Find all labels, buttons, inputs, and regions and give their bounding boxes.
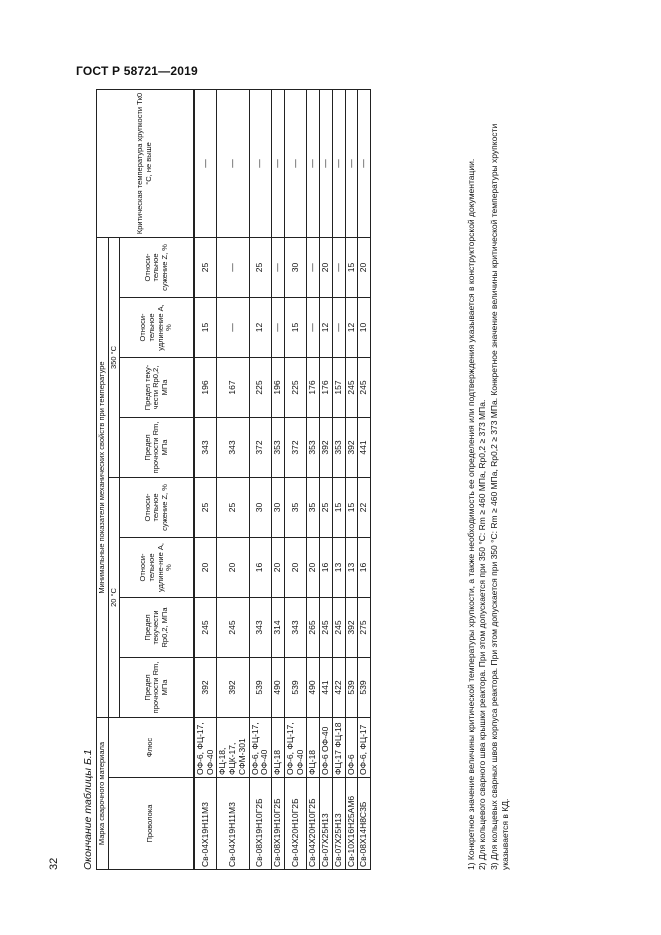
- cell-a20: 20: [284, 538, 307, 598]
- cell-z20: 35: [307, 478, 320, 538]
- cell-z20: 35: [284, 478, 307, 538]
- cell-wire: Св-04Х20Н10Г2Б: [284, 778, 307, 870]
- cell-z350: 15: [345, 237, 358, 297]
- cell-rp350: 196: [194, 358, 217, 418]
- cell-flux: ОФ-6, ФЦ-17: [358, 718, 371, 778]
- cell-crit: —: [194, 89, 217, 237]
- cell-rm350: 392: [320, 418, 333, 478]
- cell-crit: —: [272, 89, 285, 237]
- cell-rp350: 176: [320, 358, 333, 418]
- cell-flux: ФЦ-17 ФЦ-18: [332, 718, 345, 778]
- footnotes: [466, 90, 512, 870]
- cell-wire: Св-10Х16Н25АМ6: [345, 778, 358, 870]
- header-z-350: Относи-тельное сужение Z, %: [120, 237, 194, 297]
- header-rp-20: Предел текучести Rp0,2, МПа: [120, 598, 194, 658]
- cell-z350: —: [272, 237, 285, 297]
- cell-a20: 20: [307, 538, 320, 598]
- mechanical-properties-table: [96, 89, 371, 870]
- cell-crit: —: [307, 89, 320, 237]
- cell-a20: 13: [345, 538, 358, 598]
- header-flux: Флюс: [108, 718, 194, 778]
- cell-rp20: 245: [194, 598, 217, 658]
- table-row: [217, 89, 249, 869]
- cell-rp350: 245: [345, 358, 358, 418]
- cell-rm20: 539: [345, 658, 358, 718]
- header-temp-20: 20 °С: [108, 478, 120, 718]
- rotated-table-frame: [82, 90, 552, 870]
- cell-rp20: 343: [249, 598, 272, 658]
- cell-rm20: 539: [249, 658, 272, 718]
- page-number: 32: [48, 857, 60, 870]
- cell-rp350: 225: [284, 358, 307, 418]
- footnote-2: 2) Для кольцевого сварного шва крышки реактора. При этом допускается при 350 °С: Rm ≥ 460 МПа, Rp0,2 ≥ 373 МПа.: [477, 399, 488, 870]
- cell-rp350: 196: [272, 358, 285, 418]
- table-row: [284, 89, 307, 869]
- cell-wire: Св-04Х19Н11М3: [217, 778, 249, 870]
- cell-z350: 30: [284, 237, 307, 297]
- cell-rp350: 157: [332, 358, 345, 418]
- table-row: [320, 89, 333, 869]
- cell-rm350: 353: [307, 418, 320, 478]
- cell-a350: 10: [358, 298, 371, 358]
- cell-rp350: 225: [249, 358, 272, 418]
- cell-wire: Св-08Х14Н8С3Б: [358, 778, 371, 870]
- header-a-350: Относи-тельное удлинение А, %: [120, 298, 194, 358]
- header-rp-350: Предел теку-чести Rp0,2, МПа: [120, 358, 194, 418]
- cell-crit: —: [249, 89, 272, 237]
- cell-crit: —: [358, 89, 371, 237]
- header-z-20: Относи-тельное сужение Z, %: [120, 478, 194, 538]
- cell-rm20: 392: [194, 658, 217, 718]
- cell-z20: 15: [345, 478, 358, 538]
- cell-rp20: 343: [284, 598, 307, 658]
- table-row: [249, 89, 272, 869]
- cell-z20: 25: [194, 478, 217, 538]
- cell-flux: ФЦ-18, ФЦК-17, СФМ-301: [217, 718, 249, 778]
- cell-z20: 22: [358, 478, 371, 538]
- cell-rp350: 176: [307, 358, 320, 418]
- cell-rm350: 353: [272, 418, 285, 478]
- cell-wire: Св-04Х19Н11М3: [194, 778, 217, 870]
- cell-rp350: 245: [358, 358, 371, 418]
- cell-rm350: 441: [358, 418, 371, 478]
- cell-rp20: 392: [345, 598, 358, 658]
- cell-a350: 12: [320, 298, 333, 358]
- cell-a20: 20: [194, 538, 217, 598]
- cell-crit: —: [320, 89, 333, 237]
- cell-z20: 25: [217, 478, 249, 538]
- cell-z20: 30: [249, 478, 272, 538]
- cell-a350: —: [217, 298, 249, 358]
- header-rm-350: Предел прочности Rm, МПа: [120, 418, 194, 478]
- table-row: [194, 89, 217, 869]
- table-row: [345, 89, 358, 869]
- cell-rp350: 167: [217, 358, 249, 418]
- cell-rm20: 441: [320, 658, 333, 718]
- cell-crit: —: [332, 89, 345, 237]
- cell-rm20: 490: [307, 658, 320, 718]
- header-temp-350: 350 °С: [108, 237, 120, 477]
- cell-rp20: 275: [358, 598, 371, 658]
- document-header: ГОСТ Р 58721—2019: [76, 64, 198, 78]
- cell-z350: —: [307, 237, 320, 297]
- cell-a350: 12: [249, 298, 272, 358]
- table-caption: Окончание таблицы Б.1: [82, 749, 94, 870]
- cell-flux: ОФ-6, ФЦ-17, ОФ-40: [249, 718, 272, 778]
- cell-flux: ОФ-6, ФЦ-17, ОФ-40: [284, 718, 307, 778]
- cell-rm20: 539: [284, 658, 307, 718]
- cell-rp20: 245: [332, 598, 345, 658]
- cell-wire: Св-04Х20Н10Г2Б: [307, 778, 320, 870]
- table-body: [194, 89, 371, 869]
- table-row: [272, 89, 285, 869]
- cell-a350: —: [332, 298, 345, 358]
- footnote-1: 1) Конкретное значение величины критической температуры хрупкости, а также необходимость ее определения или подтверждения указывается в конструкторской документации.: [466, 158, 476, 870]
- cell-crit: —: [345, 89, 358, 237]
- cell-rm350: 372: [284, 418, 307, 478]
- cell-z350: 25: [194, 237, 217, 297]
- cell-a20: 16: [320, 538, 333, 598]
- header-min-props: Минимальные показатели механических свойств при температуре: [97, 237, 109, 717]
- cell-flux: ОФ-6, ФЦ-17, ОФ-40: [194, 718, 217, 778]
- cell-z350: —: [217, 237, 249, 297]
- table-row: [332, 89, 345, 869]
- cell-rm350: 392: [345, 418, 358, 478]
- cell-wire: Св-08Х19Н10Г2Б: [249, 778, 272, 870]
- cell-a20: 20: [217, 538, 249, 598]
- cell-z350: 25: [249, 237, 272, 297]
- cell-wire: Св-07Х25Н13: [332, 778, 345, 870]
- cell-flux: ФЦ-18: [272, 718, 285, 778]
- cell-a350: —: [307, 298, 320, 358]
- cell-rm350: 343: [194, 418, 217, 478]
- cell-crit: —: [284, 89, 307, 237]
- cell-rm350: 343: [217, 418, 249, 478]
- cell-a20: 13: [332, 538, 345, 598]
- cell-z20: 15: [332, 478, 345, 538]
- header-rm-20: Предел прочности Rm, МПа: [120, 658, 194, 718]
- cell-z20: 25: [320, 478, 333, 538]
- cell-a350: 15: [284, 298, 307, 358]
- cell-wire: Св-08Х19Н10Г2Б: [272, 778, 285, 870]
- cell-rm20: 490: [272, 658, 285, 718]
- cell-flux: ОФ-6: [345, 718, 358, 778]
- header-mark: Марка сварочного материала: [97, 718, 109, 870]
- cell-rp20: 265: [307, 598, 320, 658]
- cell-rm20: 392: [217, 658, 249, 718]
- cell-rm20: 539: [358, 658, 371, 718]
- cell-z350: 20: [358, 237, 371, 297]
- cell-rm350: 353: [332, 418, 345, 478]
- cell-rm350: 372: [249, 418, 272, 478]
- cell-wire: Св-07Х25Н13: [320, 778, 333, 870]
- cell-a20: 20: [272, 538, 285, 598]
- cell-a20: 16: [249, 538, 272, 598]
- cell-rp20: 314: [272, 598, 285, 658]
- cell-rm20: 422: [332, 658, 345, 718]
- cell-rp20: 245: [217, 598, 249, 658]
- table-row: [358, 89, 371, 869]
- header-a-20: Относи-тельное удлине-ние А, %: [120, 538, 194, 598]
- cell-a350: 15: [194, 298, 217, 358]
- cell-z350: 20: [320, 237, 333, 297]
- cell-crit: —: [217, 89, 249, 237]
- cell-flux: ФЦ-18: [307, 718, 320, 778]
- cell-a350: —: [272, 298, 285, 358]
- cell-rp20: 245: [320, 598, 333, 658]
- cell-z350: —: [332, 237, 345, 297]
- header-wire: Проволока: [108, 778, 194, 870]
- cell-z20: 30: [272, 478, 285, 538]
- cell-flux: ОФ-6 ОФ-40: [320, 718, 333, 778]
- cell-a20: 16: [358, 538, 371, 598]
- footnote-3: 3) Для кольцевых сварных швов корпуса реактора. При этом допускается при 350 °С: Rm ≥ 460 МПа, Rp0,2 ≥ 373 МПа. Конкретное значение величины критической температуры хрупкости указывается в КД.: [488, 123, 511, 870]
- table-row: [307, 89, 320, 869]
- cell-a350: 12: [345, 298, 358, 358]
- header-critical-temp: Критическая температура хрупкости Tк0 °С, не выше: [97, 89, 194, 237]
